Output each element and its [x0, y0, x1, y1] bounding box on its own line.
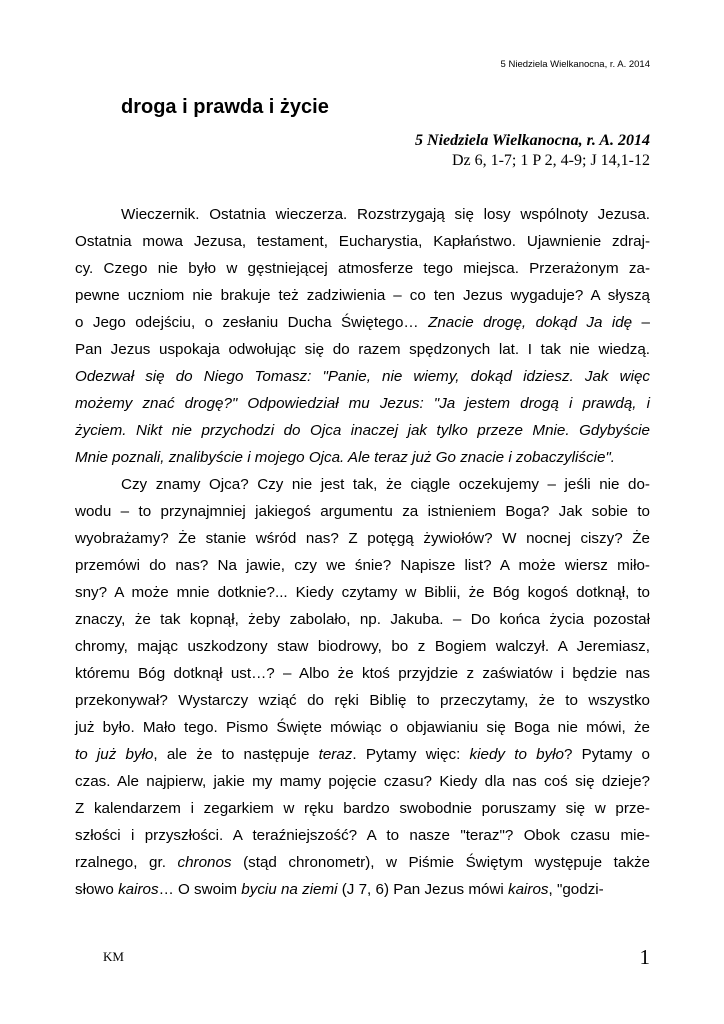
- body-line: [75, 444, 650, 471]
- text-run: wyobrażamy? Że stanie wśród nas? Z potęgą żywiołów? W nocnej ciszy? Że: [75, 530, 650, 547]
- body-line: [75, 822, 650, 849]
- italic-text: byciu na ziemi: [241, 881, 338, 898]
- text-run: chromy, mając uszkodzony staw biodrowy, bo z Bogiem walczył. A Jeremiasz,: [75, 638, 650, 655]
- body-line: [75, 606, 650, 633]
- italic-text: kiedy to było: [469, 746, 564, 763]
- body-line: [75, 714, 650, 741]
- body-line: [75, 660, 650, 687]
- text-run: rzalnego, gr.: [75, 854, 178, 871]
- text-run: ? Pytamy o: [564, 746, 650, 763]
- body-line: [75, 498, 650, 525]
- text-run: wodu – to przynajmniej jakiegoś argumentu za istnieniem Boga? Jak sobie to: [75, 503, 650, 520]
- italic-text: życiem. Nikt nie przychodzi do Ojca inaczej jak tylko przeze Mnie. Gdybyście: [75, 422, 650, 439]
- text-run: Wieczernik. Ostatnia wieczerza. Rozstrzygają się losy wspólnoty Jezusa.: [121, 206, 650, 223]
- text-run: słowo: [75, 881, 119, 898]
- text-run: , ale że to następuje: [153, 746, 319, 763]
- text-run: któremu Bóg dotknął ust…? – Albo że ktoś przyjdzie z zaświatów i będzie nas: [75, 665, 650, 682]
- italic-text: Odezwał się do Niego Tomasz: "Panie, nie wiemy, dokąd idziesz. Jak więc: [75, 368, 650, 385]
- body-line: [75, 309, 650, 336]
- text-run: … O swoim: [158, 881, 242, 898]
- italic-text: teraz: [318, 746, 353, 763]
- italic-text: kairos: [118, 881, 159, 898]
- body-line: [75, 471, 650, 498]
- text-run: –: [632, 314, 650, 331]
- text-run: czas. Ale najpierw, jakie my mamy pojęcie czasu? Kiedy dla nas coś się dzieje?: [75, 773, 650, 790]
- text-run: . Pytamy więc:: [352, 746, 470, 763]
- footer-initials: KM: [103, 949, 124, 964]
- italic-text: kairos: [508, 881, 549, 898]
- body-line: [75, 849, 650, 876]
- subtitle: 5 Niedziela Wielkanocna, r. A. 2014: [415, 132, 650, 149]
- text-run: już było. Mało tego. Pismo Święte mówiąc o objawianiu się Boga nie mówi, że: [75, 719, 650, 736]
- italic-text: Znacie drogę, dokąd Ja idę: [428, 314, 633, 331]
- body-line: [75, 201, 650, 228]
- text-run: Ostatnia mowa Jezusa, testament, Eucharystia, Kapłaństwo. Ujawnienie zdraj-: [75, 233, 650, 250]
- scripture-references: Dz 6, 1-7; 1 P 2, 4-9; J 14,1-12: [451, 152, 650, 169]
- body-line: [75, 525, 650, 552]
- body-line: [75, 741, 650, 768]
- italic-text: to już było: [75, 746, 154, 763]
- italic-text: możemy znać drogę?" Odpowiedział mu Jezus: "Ja jestem drogą i prawdą, i: [75, 395, 650, 412]
- text-run: , "godzi-: [548, 881, 604, 898]
- italic-text: chronos: [177, 854, 232, 871]
- body-line: [75, 768, 650, 795]
- body-line: [75, 552, 650, 579]
- text-run: pewne uczniom nie brakuje też zadziwienia – co ten Jezus wygaduje? A słyszą: [75, 287, 650, 304]
- page-number: 1: [639, 945, 650, 969]
- text-run: Z kalendarzem i zegarkiem w ręku bardzo swobodnie poruszamy się w prze-: [75, 800, 650, 817]
- body-line: [75, 282, 650, 309]
- body-line: [75, 336, 650, 363]
- body-line: [75, 417, 650, 444]
- text-run: znaczy, że tak kopnął, żeby zabolało, np. Jakuba. – Do końca życia pozostał: [75, 611, 650, 628]
- text-run: (J 7, 6) Pan Jezus mówi: [337, 881, 509, 898]
- text-run: szłości i przyszłości. A teraźniejszość? A to nasze "teraz"? Obok czasu mie-: [75, 827, 650, 844]
- text-run: cy. Czego nie było w gęstniejącej atmosferze tego miejsca. Przerażonym za-: [75, 260, 650, 277]
- body-line: [75, 255, 650, 282]
- body-line: [75, 795, 650, 822]
- running-header: 5 Niedziela Wielkanocna, r. A. 2014: [500, 59, 650, 70]
- body-line: [75, 876, 650, 903]
- body-line: [75, 390, 650, 417]
- italic-text: Mnie poznali, znalibyście i mojego Ojca. Ale teraz już Go znacie i zobaczyliście".: [75, 449, 616, 466]
- text-run: Pan Jezus uspokaja odwołując się do razem spędzonych lat. I tak nie wiedzą.: [75, 341, 650, 358]
- text-run: przemówi do nas? Na jawie, czy we śnie? Napisze list? A może wiersz miło-: [75, 557, 650, 574]
- body-line: [75, 633, 650, 660]
- text-run: (stąd chronometr), w Piśmie Świętym występuje także: [231, 854, 650, 871]
- body-text: [75, 201, 650, 903]
- body-line: [75, 687, 650, 714]
- body-line: [75, 579, 650, 606]
- body-line: [75, 363, 650, 390]
- text-run: sny? A może mnie dotknie?... Kiedy czytamy w Biblii, że Bóg kogoś dotknął, to: [75, 584, 650, 601]
- text-run: Czy znamy Ojca? Czy nie jest tak, że ciągle oczekujemy – jeśli nie do-: [121, 476, 650, 493]
- body-line: [75, 228, 650, 255]
- text-run: przekonywał? Wystarczy wziąć do ręki Biblię to przeczytamy, że to wszystko: [75, 692, 650, 709]
- text-run: o Jego odejściu, o zesłaniu Ducha Świętego…: [75, 314, 429, 331]
- page-title: droga i prawda i życie: [121, 96, 329, 118]
